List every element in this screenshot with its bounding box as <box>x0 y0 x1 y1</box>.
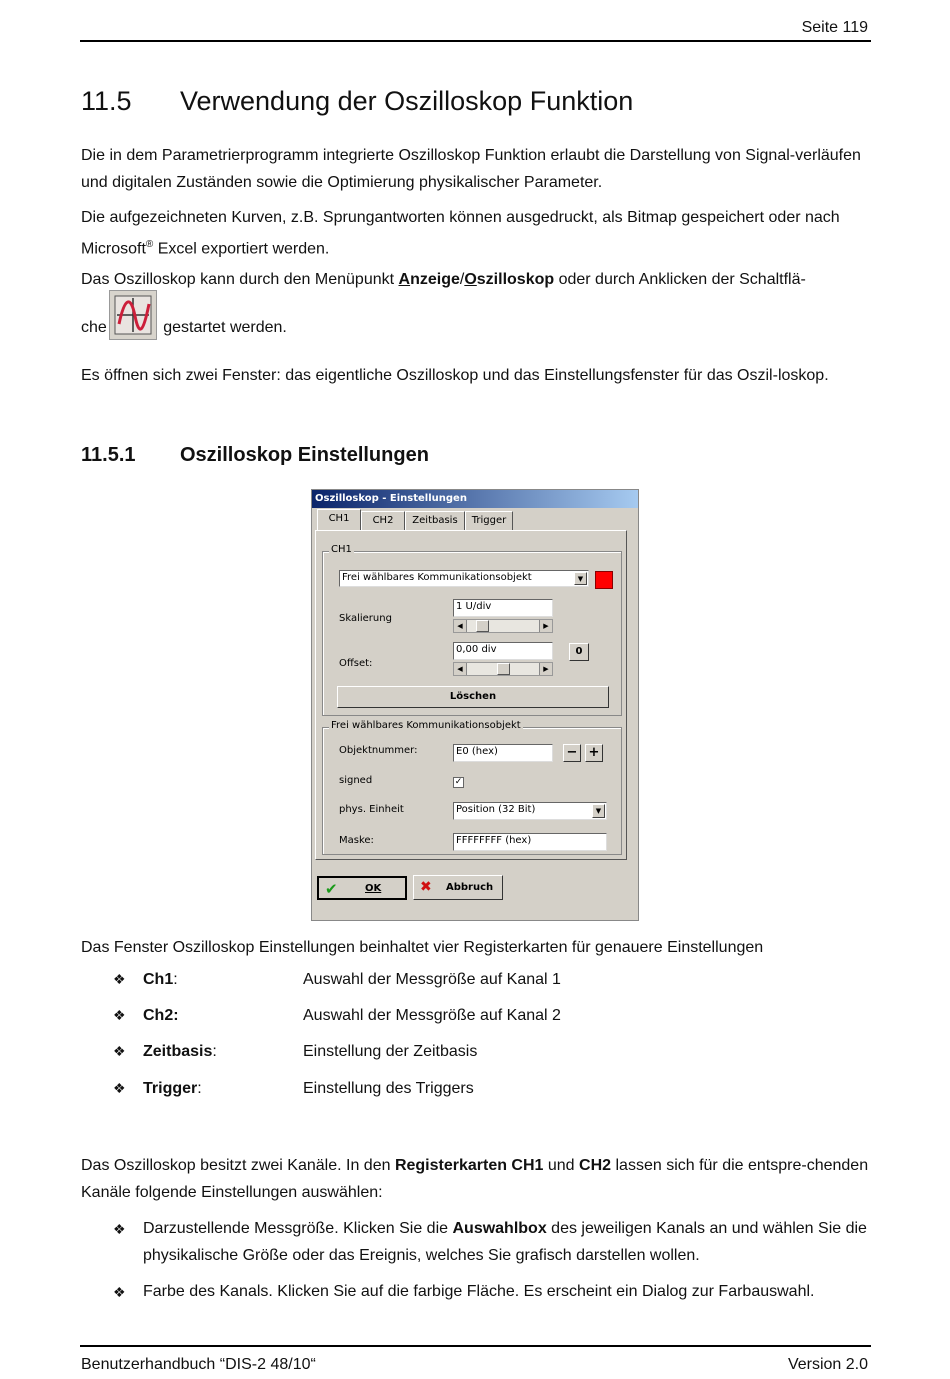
paragraph-tabs-intro: Das Fenster Oszilloskop Einstellungen beinhaltet vier Registerkarten für genauere Einstellungen <box>81 939 764 956</box>
offset-scrollbar[interactable] <box>453 662 553 676</box>
section-number: 11.5 <box>81 86 132 116</box>
list-item-suffix: : <box>197 1080 202 1097</box>
paragraph-start-text-d: gestartet werden. <box>158 319 287 336</box>
bullet-icon: ❖ <box>113 1007 126 1023</box>
einheit-select[interactable] <box>453 802 607 820</box>
scroll-right-icon[interactable]: ▶ <box>539 620 552 632</box>
scroll-left-icon[interactable]: ◀ <box>454 663 467 675</box>
list-item-text: Darzustellende Messgröße. Klicken Sie die Auswahlbox des jeweiligen Kanals an und wählen Sie die physikalische Größe oder das Ereignis, welches Sie grafisch darstellen wollen. <box>143 1220 867 1264</box>
paragraph-start-text-b: oder durch Anklicken der Schaltflä- <box>554 271 806 288</box>
chevron-down-icon[interactable]: ▼ <box>574 572 587 585</box>
list-item-suffix: : <box>173 971 178 988</box>
paragraph-channels-text-d: lassen sich für die entspre-chenden Kanäle folgende Einstellungen auswählen: <box>81 1157 869 1201</box>
scroll-right-icon[interactable]: ▶ <box>539 663 552 675</box>
dialog-title: Oszilloskop - Einstellungen <box>312 490 638 508</box>
list-item-key: Trigger <box>143 1080 198 1097</box>
tab-zeitbasis[interactable]: Zeitbasis <box>405 511 465 530</box>
footer-title: Benutzerhandbuch “DIS-2 48/10“ <box>81 1356 316 1373</box>
list-item <box>0 1043 950 1067</box>
close-icon: ✖ <box>420 879 432 895</box>
settings-dialog <box>311 489 639 921</box>
ok-button[interactable] <box>317 876 407 900</box>
signed-checkbox[interactable]: ✓ <box>454 777 463 787</box>
list-item-suffix: : <box>212 1043 217 1060</box>
offset-label: Offset: <box>339 658 373 669</box>
menu-oszilloskop: Oszilloskop <box>464 271 555 288</box>
tab-trigger[interactable]: Trigger <box>465 511 513 530</box>
bullet-icon: ❖ <box>113 1284 126 1300</box>
signal-select-value: Frei wählbares Kommunikationsobjekt <box>342 572 532 583</box>
bullet-icon: ❖ <box>113 971 126 987</box>
skalierung-thumb[interactable] <box>476 620 489 632</box>
oscilloscope-toolbar-icon <box>109 290 157 340</box>
group-kommunikationsobjekt-label: Frei wählbares Kommunikationsobjekt <box>331 720 521 731</box>
bullet-icon: ❖ <box>113 1043 126 1059</box>
increment-button[interactable]: + <box>585 744 603 762</box>
paragraph-export-text-a: Die aufgezeichneten Kurven, z.B. Sprungantworten können ausgedruckt, als Bitmap gespeichert oder nach Microsoft <box>81 209 840 257</box>
paragraph-channels-text-c: und <box>543 1157 580 1174</box>
paragraph-start-text-c: che <box>81 319 107 336</box>
footer-rule <box>80 1345 871 1347</box>
list-item <box>0 971 950 995</box>
list-item <box>0 1080 950 1104</box>
decrement-button[interactable]: − <box>563 744 581 762</box>
paragraph-channels-bold-b: CH2 <box>579 1157 612 1174</box>
paragraph-export <box>81 205 871 262</box>
list-item-desc: Einstellung des Triggers <box>303 1080 474 1097</box>
tab-ch2[interactable]: CH2 <box>361 511 405 530</box>
subsection-title: Oszilloskop Einstellungen <box>180 444 429 466</box>
cancel-button[interactable] <box>413 875 503 900</box>
objektnummer-label: Objektnummer: <box>339 745 418 756</box>
scroll-left-icon[interactable]: ◀ <box>454 620 467 632</box>
list-item <box>0 1279 950 1307</box>
chevron-down-icon[interactable]: ▼ <box>592 804 605 818</box>
paragraph-windows: Es öffnen sich zwei Fenster: das eigentliche Oszilloskop und das Einstellungsfenster für das Oszil-loskop. <box>81 367 829 384</box>
skalierung-label: Skalierung <box>339 613 392 624</box>
menu-separator: / <box>459 271 465 288</box>
maske-field[interactable]: FFFFFFFF (hex) <box>453 833 607 851</box>
paragraph-start-text-a: Das Oszilloskop kann durch den Menüpunkt <box>81 271 399 288</box>
signal-select[interactable] <box>339 570 589 587</box>
group-ch1 <box>322 544 622 716</box>
list-item-key: Zeitbasis <box>143 1043 213 1060</box>
list-item-key: Ch1 <box>143 971 174 988</box>
einheit-label: phys. Einheit <box>339 804 404 815</box>
tab-panel <box>315 530 627 860</box>
subsection-number: 11.5.1 <box>81 444 136 466</box>
maske-label: Maske: <box>339 835 374 846</box>
cancel-button-label: Abbruch <box>446 882 494 893</box>
paragraph-start-line2 <box>81 290 871 353</box>
registered-mark: ® <box>145 238 154 250</box>
signed-label: signed <box>339 775 373 786</box>
offset-field[interactable]: 0,00 div <box>453 642 553 660</box>
offset-thumb[interactable] <box>497 663 510 675</box>
list-item-key: Ch2: <box>143 1007 179 1024</box>
list-item-desc: Auswahl der Messgröße auf Kanal 1 <box>303 971 561 988</box>
tab-ch1[interactable]: CH1 <box>317 509 361 531</box>
section-title: Verwendung der Oszilloskop Funktion <box>180 86 634 116</box>
list-item <box>0 1007 950 1031</box>
group-kommunikationsobjekt <box>322 720 622 855</box>
menu-anzeige: Anzeige <box>398 271 460 288</box>
checkmark-icon: ✔ <box>325 880 338 898</box>
paragraph-channels <box>81 1153 871 1206</box>
skalierung-scrollbar[interactable] <box>453 619 553 633</box>
ok-button-label: OK <box>365 883 382 894</box>
list-item-desc: Auswahl der Messgröße auf Kanal 2 <box>303 1007 561 1024</box>
paragraph-channels-bold-a: Registerkarten CH1 <box>394 1157 544 1174</box>
list-item <box>0 1216 950 1272</box>
footer-version: Version 2.0 <box>787 1356 868 1373</box>
zero-offset-button[interactable]: 0 <box>569 643 589 661</box>
objektnummer-field[interactable]: E0 (hex) <box>453 744 553 762</box>
bullet-icon: ❖ <box>113 1221 126 1237</box>
skalierung-field[interactable]: 1 U/div <box>453 599 553 617</box>
channel-color-swatch[interactable] <box>595 571 613 589</box>
paragraph-export-text-b: Excel exportiert werden. <box>153 239 330 257</box>
list-item-text: Farbe des Kanals. Klicken Sie auf die farbige Fläche. Es erscheint ein Dialog zur Farbauswahl. <box>143 1283 815 1300</box>
paragraph-intro: Die in dem Parametrierprogramm integrierte Oszilloskop Funktion erlaubt die Darstellung von Signal-verläufen und digitalen Zuständen sowie die Optimierung physikalischer Parameter. <box>81 147 861 191</box>
loeschen-button[interactable]: Löschen <box>337 686 609 708</box>
paragraph-channels-text-a: Das Oszilloskop besitzt zwei Kanäle. In den <box>81 1157 395 1174</box>
einheit-select-value: Position (32 Bit) <box>456 804 536 815</box>
list-item-desc: Einstellung der Zeitbasis <box>303 1043 478 1060</box>
header-rule <box>80 40 871 42</box>
page-number: Seite 119 <box>801 19 868 36</box>
group-ch1-label: CH1 <box>331 544 352 555</box>
bullet-icon: ❖ <box>113 1080 126 1096</box>
